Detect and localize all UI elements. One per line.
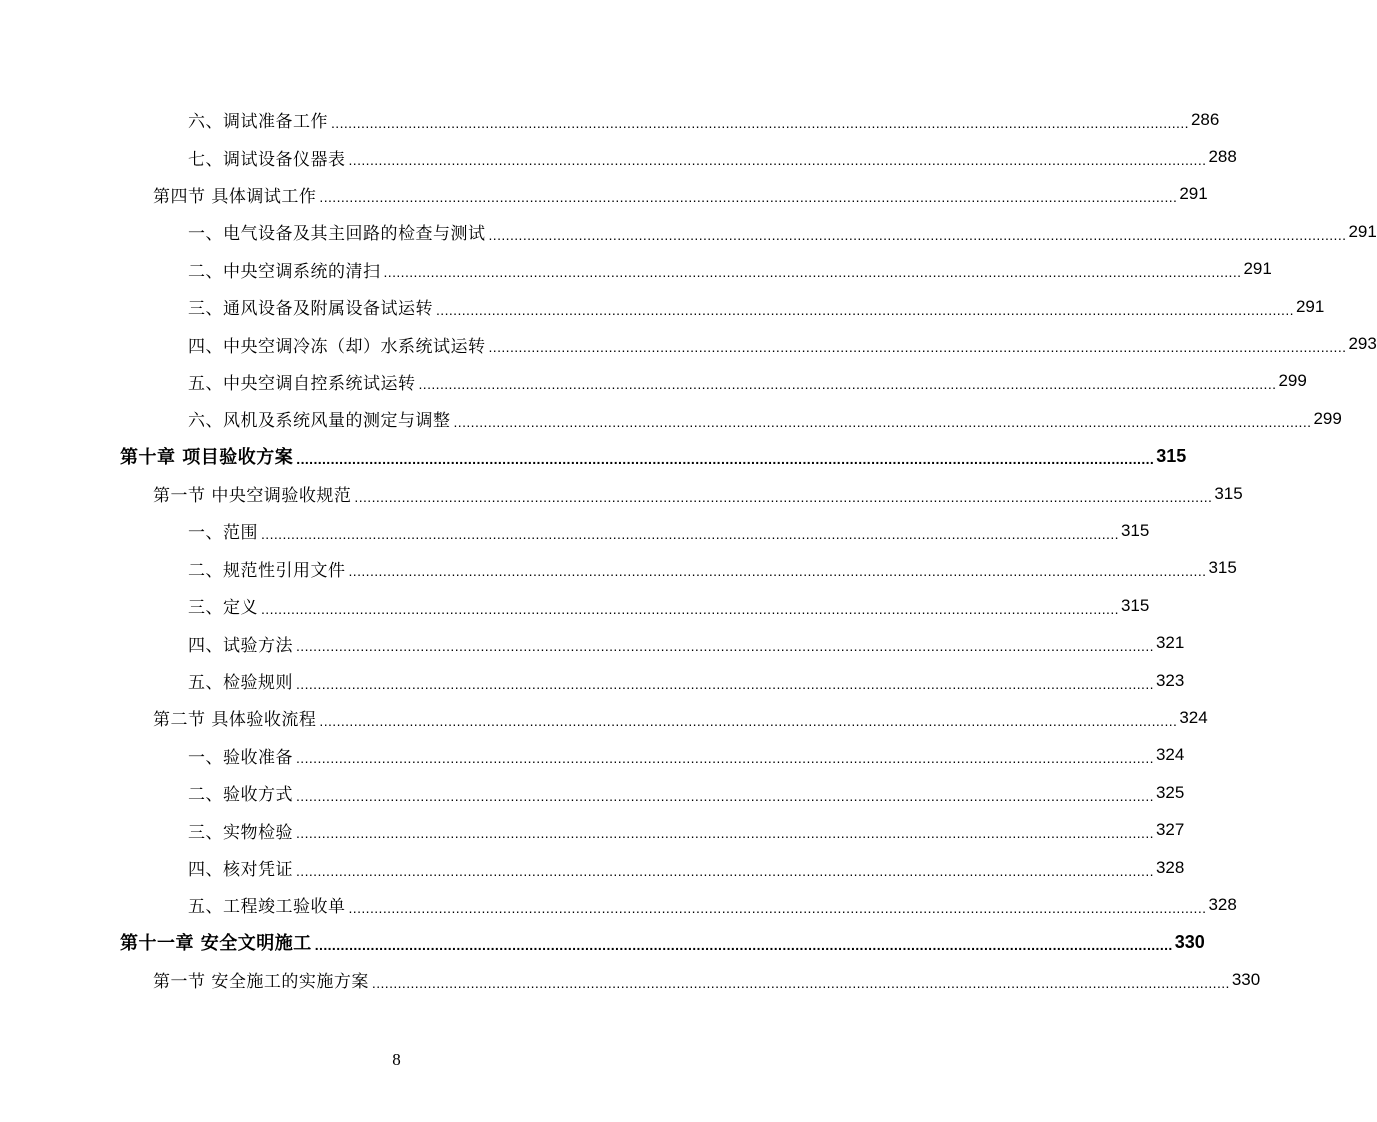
- toc-entry[interactable]: [0, 251, 1272, 288]
- toc-entry-title: 六、风机及系统风量的测定与调整: [188, 411, 451, 432]
- dot-leader: ........................................................................................................................................................................................................: [319, 189, 1178, 206]
- toc-entry[interactable]: [0, 849, 1185, 886]
- toc-entry[interactable]: [0, 550, 1237, 587]
- toc-entry-title: 三、实物检验: [188, 822, 293, 843]
- toc-entry-page: 299: [1278, 371, 1307, 391]
- toc-chapter-page: 330: [1174, 931, 1205, 952]
- toc-entry-page: 293: [1348, 334, 1377, 354]
- toc-entry[interactable]: [0, 886, 1237, 923]
- toc-entry[interactable]: [0, 101, 1220, 138]
- toc-entry-title: 三、通风设备及附属设备试运转: [188, 299, 433, 320]
- toc-section-page: 315: [1214, 483, 1243, 503]
- toc-entry-page: 299: [1313, 408, 1342, 428]
- toc-entry-page: 324: [1155, 745, 1185, 765]
- toc-entry-title: 六、调试准备工作: [188, 112, 328, 133]
- dot-leader: ........................................................................................................................................................................................................: [488, 339, 1347, 356]
- toc-entry[interactable]: [0, 400, 1342, 437]
- toc-section-page: 324: [1179, 707, 1208, 727]
- toc-entry-title: 四、试验方法: [188, 635, 293, 656]
- toc-entry-page: 315: [1120, 520, 1150, 540]
- toc-entry[interactable]: [0, 288, 1325, 325]
- toc-entry-page: 315: [1120, 595, 1150, 615]
- toc-entry[interactable]: [0, 213, 1377, 250]
- dot-leader: ........................................................................................................................................................................................................: [348, 899, 1207, 916]
- toc-section-page: 330: [1231, 969, 1261, 989]
- toc-entry-page: 291: [1348, 221, 1377, 241]
- toc-entry-title: 五、工程竣工验收单: [188, 897, 346, 918]
- dot-leader: ........................................................................................................................................................................................................: [453, 413, 1312, 430]
- toc-entry[interactable]: [0, 624, 1185, 661]
- toc-chapter[interactable]: [0, 438, 1187, 475]
- toc-entry-title: 二、验收方式: [188, 785, 293, 806]
- toc-entry-title: 一、范围: [188, 523, 258, 544]
- toc-entry[interactable]: [0, 811, 1185, 848]
- toc-section-title: 第一节 中央空调验收规范: [153, 486, 352, 507]
- dot-leader: ........................................................................................................................................................................................................: [488, 226, 1347, 243]
- toc-entry-title: 二、中央空调系统的清扫: [188, 261, 381, 282]
- toc-chapter-title: 第十章 项目验收方案: [120, 447, 294, 469]
- toc-entry[interactable]: [0, 363, 1307, 400]
- table-of-contents: [0, 101, 1377, 998]
- toc-entry[interactable]: [0, 587, 1150, 624]
- toc-chapter-title: 第十一章 安全文明施工: [120, 933, 312, 955]
- dot-leader: ........................................................................................................................................................................................................: [436, 301, 1294, 318]
- toc-section[interactable]: [0, 475, 1243, 512]
- dot-leader: ........................................................................................................................................................................................................: [348, 152, 1207, 169]
- dot-leader: ........................................................................................................................................................................................................: [296, 825, 1154, 842]
- toc-section-title: 第一节 安全施工的实施方案: [153, 972, 369, 993]
- dot-leader: ........................................................................................................................................................................................................: [418, 376, 1277, 393]
- toc-entry[interactable]: [0, 138, 1237, 175]
- dot-leader: ........................................................................................................................................................................................................: [331, 114, 1189, 131]
- toc-entry[interactable]: [0, 774, 1185, 811]
- toc-entry-page: 286: [1190, 109, 1220, 129]
- toc-entry-title: 四、核对凭证: [188, 860, 293, 880]
- dot-leader: ........................................................................................................................................................................................................: [354, 488, 1213, 505]
- toc-entry-page: 291: [1243, 259, 1272, 279]
- toc-entry-title: 二、规范性引用文件: [188, 560, 346, 581]
- toc-entry-page: 315: [1208, 558, 1237, 578]
- dot-leader: ........................................................................................................................................................................................................: [261, 525, 1119, 542]
- toc-entry-page: 328: [1208, 894, 1237, 914]
- toc-section-page: 291: [1179, 184, 1208, 204]
- toc-entry[interactable]: [0, 512, 1150, 549]
- toc-entry-title: 四、中央空调冷冻（却）水系统试运转: [188, 336, 486, 357]
- toc-entry-title: 三、定义: [188, 598, 258, 619]
- dot-leader: ........................................................................................................................................................................................................: [296, 638, 1154, 655]
- page-number: 8: [392, 1050, 401, 1069]
- dot-leader: ........................................................................................................................................................................................................: [296, 675, 1154, 692]
- dot-leader: ........................................................................................................................................................................................................: [296, 451, 1155, 468]
- toc-chapter-page: 315: [1156, 445, 1187, 466]
- dot-leader: ........................................................................................................................................................................................................: [261, 600, 1119, 617]
- toc-section[interactable]: [0, 176, 1208, 213]
- toc-entry-page: 325: [1155, 782, 1185, 802]
- toc-section-title: 第四节 具体调试工作: [153, 186, 317, 207]
- toc-entry-title: 一、电气设备及其主回路的检查与测试: [188, 224, 486, 245]
- toc-chapter[interactable]: [0, 924, 1205, 961]
- toc-entry-page: 323: [1155, 670, 1185, 690]
- dot-leader: ........................................................................................................................................................................................................: [383, 264, 1242, 281]
- toc-entry-page: 288: [1208, 147, 1237, 167]
- toc-entry-page: 321: [1155, 633, 1185, 653]
- dot-leader: ........................................................................................................................................................................................................: [348, 563, 1207, 580]
- toc-entry-title: 五、检验规则: [188, 673, 293, 694]
- toc-entry[interactable]: [0, 325, 1377, 362]
- toc-entry-page: 291: [1295, 296, 1325, 316]
- toc-section[interactable]: [0, 961, 1261, 998]
- toc-entry-title: 五、中央空调自控系统试运转: [188, 373, 416, 394]
- dot-leader: ........................................................................................................................................................................................................: [371, 974, 1230, 991]
- dot-leader: ........................................................................................................................................................................................................: [314, 937, 1173, 954]
- toc-entry-title: 七、调试设备仪器表: [188, 149, 346, 170]
- dot-leader: ........................................................................................................................................................................................................: [296, 787, 1154, 804]
- toc-entry-title: 一、验收准备: [188, 747, 293, 768]
- toc-entry-page: 328: [1155, 857, 1185, 877]
- toc-entry[interactable]: [0, 662, 1185, 699]
- dot-leader: ........................................................................................................................................................................................................: [296, 862, 1154, 879]
- toc-section[interactable]: [0, 699, 1208, 736]
- toc-entry-page: 327: [1155, 820, 1185, 840]
- toc-section-title: 第二节 具体验收流程: [153, 710, 317, 731]
- dot-leader: ........................................................................................................................................................................................................: [296, 750, 1154, 767]
- toc-entry[interactable]: [0, 737, 1185, 774]
- dot-leader: ........................................................................................................................................................................................................: [319, 712, 1178, 729]
